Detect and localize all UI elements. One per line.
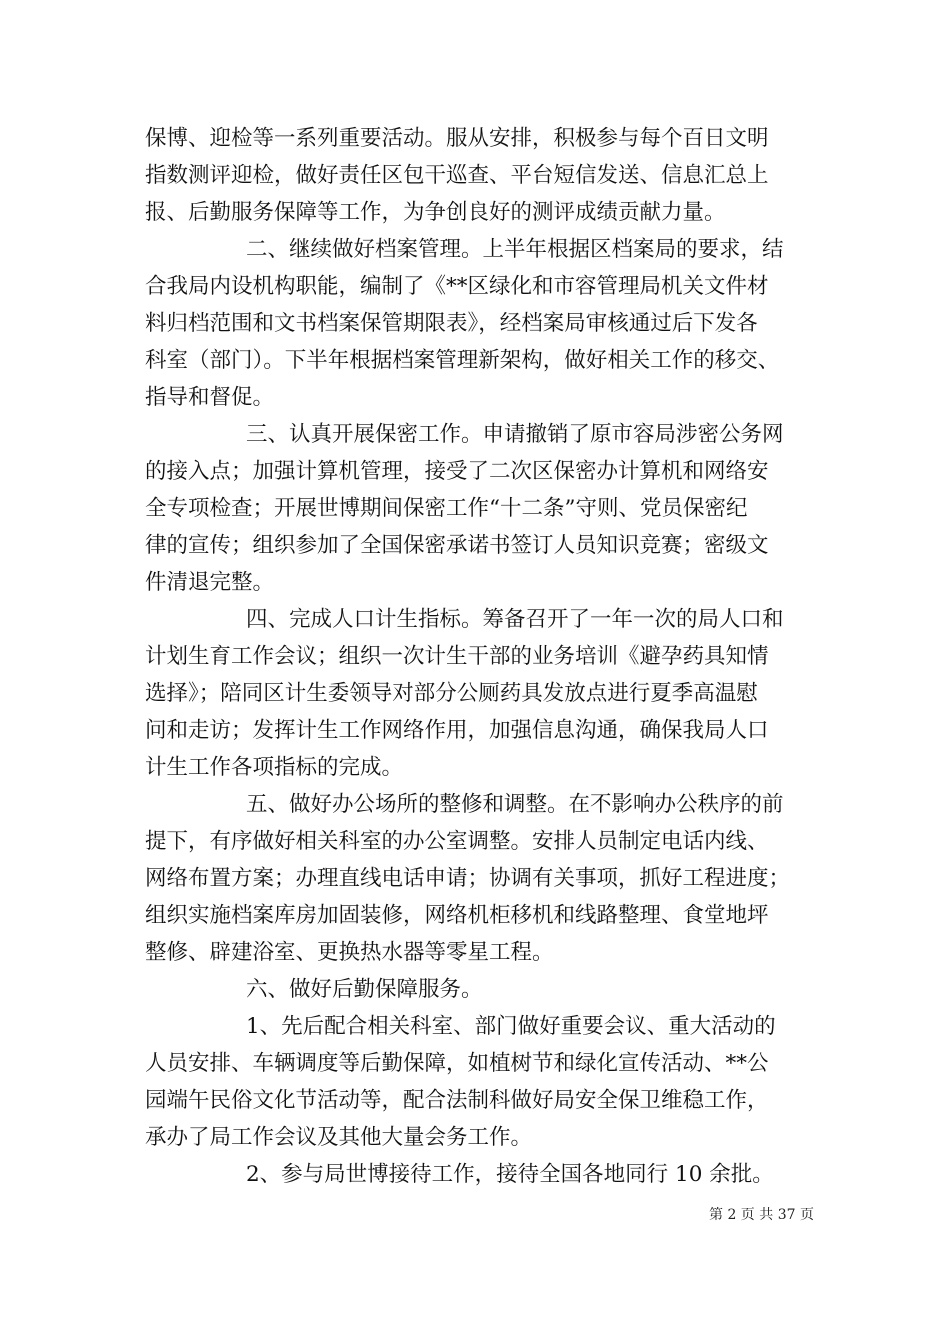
list-item-1: 1、先后配合相关科室、部门做好重要会议、重大活动的	[246, 1014, 776, 1039]
text-line: 全专项检查；开展世博期间保密工作“十二条”守则、党员保密纪	[145, 496, 748, 521]
text-line: 计生工作各项指标的完成。	[145, 755, 404, 780]
paragraph-heading-5: 五、做好办公场所的整修和调整。在不影响办公秩序的前	[246, 792, 784, 817]
text-line: 律的宣传；组织参加了全国保密承诺书签订人员知识竞赛；密级文	[145, 533, 769, 558]
text-line: 网络布置方案；办理直线电话申请；协调有关事项，抓好工程进度；	[145, 866, 791, 891]
text-line: 提下，有序做好相关科室的办公室调整。安排人员制定电话内线、	[145, 829, 769, 854]
text-line: 问和走访；发挥计生工作网络作用，加强信息沟通，确保我局人口	[145, 718, 769, 743]
text-line: 指数测评迎检，做好责任区包干巡查、平台短信发送、信息汇总上	[145, 163, 769, 188]
paragraph-heading-3: 三、认真开展保密工作。申请撤销了原市容局涉密公务网	[246, 422, 784, 447]
text-line: 的接入点；加强计算机管理，接受了二次区保密办计算机和网络安	[145, 459, 769, 484]
paragraph-heading-4: 四、完成人口计生指标。筹备召开了一年一次的局人口和	[246, 607, 784, 632]
text-line: 件清退完整。	[145, 570, 275, 595]
text-line: 园端午民俗文化节活动等，配合法制科做好局安全保卫维稳工作，	[145, 1088, 769, 1113]
text-line: 报、后勤服务保障等工作，为争创良好的测评成绩贡献力量。	[145, 200, 726, 225]
text-line: 料归档范围和文书档案保管期限表》，经档案局审核通过后下发各	[145, 311, 758, 336]
paragraph-heading-2: 二、继续做好档案管理。上半年根据区档案局的要求，结	[246, 237, 784, 262]
text-line: 组织实施档案库房加固装修，网络机柜移机和线路整理、食堂地坪	[145, 903, 769, 928]
list-item-2: 2、参与局世博接待工作，接待全国各地同行 10 余批。	[246, 1162, 774, 1187]
text-line: 计划生育工作会议；组织一次计生干部的业务培训《避孕药具知情	[145, 644, 769, 669]
text-line: 承办了局工作会议及其他大量会务工作。	[145, 1125, 533, 1150]
text-line: 指导和督促。	[145, 385, 275, 410]
text-line: 选择》；陪同区计生委领导对部分公厕药具发放点进行夏季高温慰	[145, 681, 758, 706]
text-line: 保博、迎检等一系列重要活动。服从安排，积极参与每个百日文明	[145, 126, 769, 151]
text-line: 合我局内设机构职能，编制了《**区绿化和市容管理局机关文件材	[145, 274, 769, 299]
text-line: 人员安排、车辆调度等后勤保障，如植树节和绿化宣传活动、**公	[145, 1051, 769, 1076]
text-line: 科室（部门）。下半年根据档案管理新架构，做好相关工作的移交、	[145, 348, 780, 373]
paragraph-heading-6: 六、做好后勤保障服务。	[246, 977, 483, 1002]
page-number: 第 2 页 共 37 页	[709, 1207, 814, 1223]
text-line: 整修、辟建浴室、更换热水器等零星工程。	[145, 940, 554, 965]
